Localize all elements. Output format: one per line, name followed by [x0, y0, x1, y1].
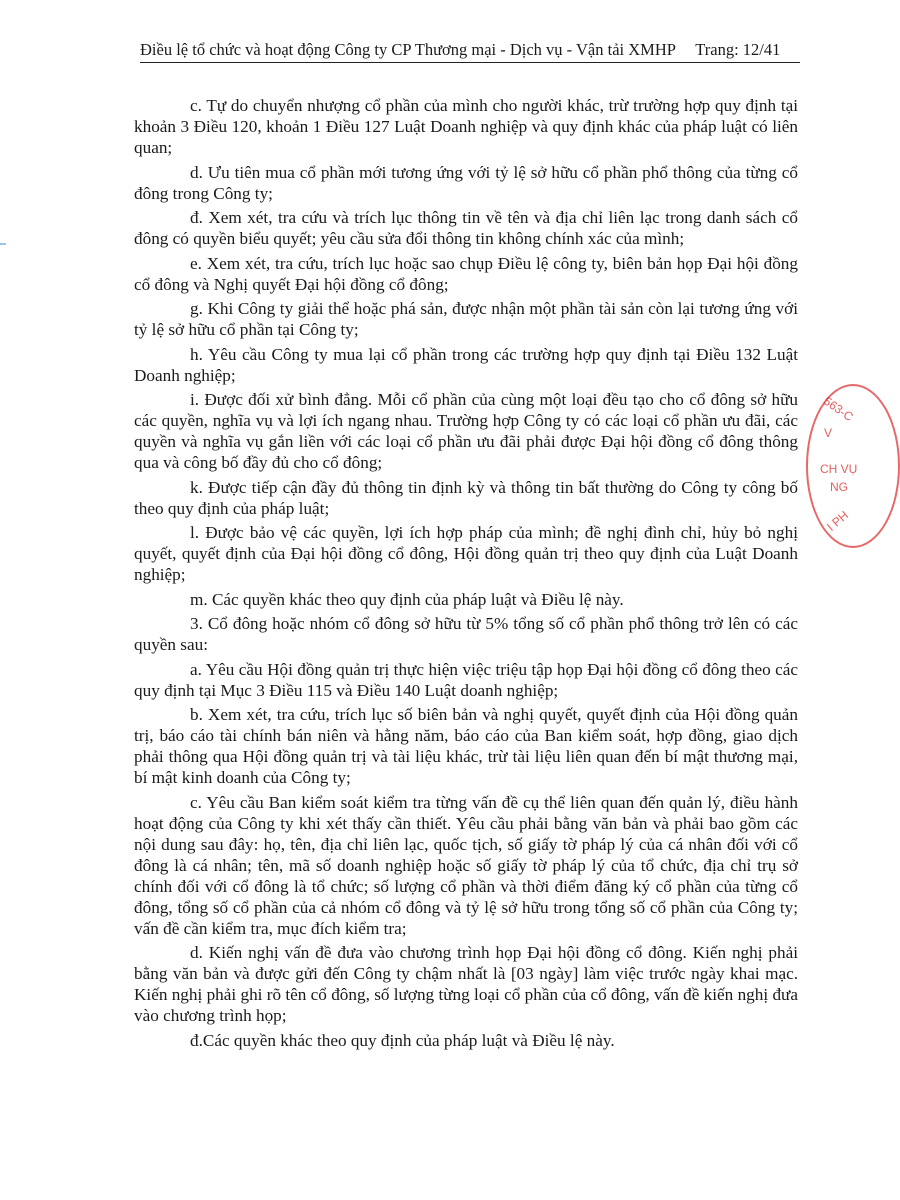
stamp-text-1: 563-C: [820, 393, 856, 425]
company-seal-stamp: [806, 384, 900, 548]
stamp-text-5: I PH: [824, 508, 852, 534]
paragraph-d: d. Ưu tiên mua cổ phần mới tương ứng với tỷ lệ sở hữu cổ phần phổ thông của từng cổ đông trong Công ty;: [134, 162, 798, 203]
paragraph-k: k. Được tiếp cận đầy đủ thông tin định kỳ và thông tin bất thường do Công ty công bố theo quy định của pháp luật;: [134, 477, 798, 518]
paragraph-dd: đ. Xem xét, tra cứu và trích lục thông tin về tên và địa chỉ liên lạc trong danh sách cổ đông có quyền biểu quyết; yêu cầu sửa đổi thông tin không chính xác của mình;: [134, 208, 798, 248]
paragraph-3a: a. Yêu cầu Hội đồng quản trị thực hiện việc triệu tập họp Đại hội đồng cổ đông theo các quy định tại Mục 3 Điều 115 và Điều 140 Luật doanh nghiệp;: [134, 659, 798, 700]
paragraph-h: h. Yêu cầu Công ty mua lại cổ phần trong các trường hợp quy định tại Điều 132 Luật Doanh nghiệp;: [134, 344, 798, 385]
stamp-text-2: V: [824, 426, 833, 440]
paragraph-l: l. Được bảo vệ các quyền, lợi ích hợp pháp của mình; đề nghị đình chỉ, hủy bỏ nghị quyết, quyết định của Đại hội đồng cổ đông, Hội đồng quản trị theo quy định của Luật Doanh nghiệp;: [134, 523, 798, 584]
paragraph-i: i. Được đối xử bình đẳng. Mỗi cổ phần của cùng một loại đều tạo cho cổ đông sở hữu các quyền, nghĩa vụ và lợi ích ngang nhau. Trường hợp Công ty có các loại cổ phần ưu đãi, các quyền và nghĩa vụ gắn liền với các loại cổ phần ưu đãi phải được Đại hội đồng cổ đông thông qua và công bố đầy đủ cho cổ đông;: [134, 390, 798, 472]
margin-mark: [0, 243, 6, 245]
stamp-text-4: NG: [830, 480, 848, 494]
paragraph-e: e. Xem xét, tra cứu, trích lục hoặc sao chụp Điều lệ công ty, biên bản họp Đại hội đồng cổ đông và Nghị quyết Đại hội đồng cổ đông;: [134, 253, 798, 294]
paragraph-c: c. Tự do chuyển nhượng cổ phần của mình cho người khác, trừ trường hợp quy định tại khoản 3 Điều 120, khoản 1 Điều 127 Luật Doanh nghiệp và quy định khác của pháp luật có liên quan;: [134, 96, 798, 157]
paragraph-m: m. Các quyền khác theo quy định của pháp luật và Điều lệ này.: [190, 589, 624, 609]
paragraph-3dd: đ.Các quyền khác theo quy định của pháp luật và Điều lệ này.: [190, 1030, 615, 1050]
page-header: [140, 40, 800, 63]
document-title: Điều lệ tổ chức và hoạt động Công ty CP Thương mại - Dịch vụ - Vận tải XMHP: [140, 40, 676, 59]
paragraph-g: g. Khi Công ty giải thể hoặc phá sản, được nhận một phần tài sản còn lại tương ứng với tỷ lệ sở hữu cổ phần tại Công ty;: [134, 299, 798, 339]
page-number: Trang: 12/41: [695, 40, 781, 59]
paragraph-section-3: 3. Cổ đông hoặc nhóm cổ đông sở hữu từ 5% tổng số cổ phần phổ thông trở lên có các quyền sau:: [134, 614, 798, 654]
paragraph-3d: d. Kiến nghị vấn đề đưa vào chương trình họp Đại hội đồng cổ đông. Kiến nghị phải bằng văn bản và được gửi đến Công ty chậm nhất là [03 ngày] làm việc trước ngày khai mạc. Kiến nghị phải ghi rõ tên cổ đông, số lượng từng loại cổ phần của cổ đông, vấn đề kiến nghị đưa vào chương trình họp;: [134, 943, 798, 1025]
document-body: [134, 95, 798, 1054]
paragraph-3b: b. Xem xét, tra cứu, trích lục số biên bản và nghị quyết, quyết định của Hội đồng quản trị, báo cáo tài chính bán niên và hằng năm, báo cáo của Ban kiểm soát, hợp đồng, giao dịch phải thông qua Hội đồng quản trị và tài liệu khác, trừ tài liệu liên quan đến bí mật thương mại, bí mật kinh doanh của Công ty;: [134, 705, 798, 787]
paragraph-3c: c. Yêu cầu Ban kiểm soát kiểm tra từng vấn đề cụ thể liên quan đến quản lý, điều hành hoạt động của Công ty khi xét thấy cần thiết. Yêu cầu phải bằng văn bản và phải bao gồm các nội dung sau đây: họ, tên, địa chỉ liên lạc, quốc tịch, số giấy tờ pháp lý của cá nhân đối với cổ đông là cá nhân; tên, mã số doanh nghiệp hoặc số giấy tờ pháp lý của tổ chức, địa chỉ trụ sở chính đối với cổ đông là tổ chức; số lượng cổ phần và thời điểm đăng ký cổ phần của từng cổ đông, tổng số cổ phần của cả nhóm cổ đông và tỷ lệ sở hữu trong tổng số cổ phần của Công ty; vấn đề cần kiểm tra, mục đích kiểm tra;: [134, 792, 798, 938]
stamp-text-3: CH VỤ: [820, 462, 858, 476]
